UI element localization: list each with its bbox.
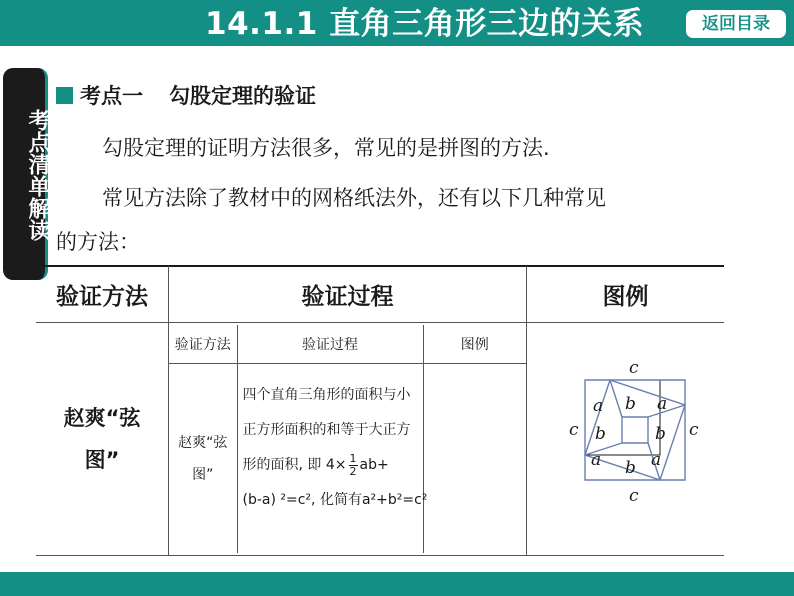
label-c-right: c bbox=[689, 420, 699, 440]
method-line-2: 图” bbox=[84, 448, 120, 472]
label-b-4: b bbox=[625, 458, 636, 478]
footer-bar bbox=[0, 572, 794, 596]
small-square bbox=[622, 417, 648, 443]
side-tab bbox=[3, 68, 48, 280]
paragraph-2-line-1: 常见方法除了教材中的网格纸法外，还有以下几种常见 bbox=[102, 186, 606, 210]
section-heading bbox=[56, 80, 316, 112]
method-line-1: 赵爽“弦 bbox=[63, 406, 141, 430]
proc-line-4: (b-a) ²=c², 化简有a²+b²=c² bbox=[242, 492, 428, 508]
page-title: 14.1.1 直角三角形三边的关系 bbox=[205, 6, 645, 42]
inner-method-line-2: 图” bbox=[192, 466, 214, 483]
inner-method-line-1: 赵爽“弦 bbox=[178, 434, 228, 451]
illustration-cell bbox=[527, 323, 725, 556]
label-b-2: b bbox=[595, 424, 606, 444]
label-c-top: c bbox=[629, 358, 639, 378]
table-row bbox=[36, 323, 724, 556]
proc-line-3-pre: 形的面积, 即 4× bbox=[242, 457, 347, 473]
paragraph-1: 勾股定理的证明方法很多，常见的是拼图的方法. bbox=[102, 136, 550, 160]
method-cell bbox=[36, 323, 169, 556]
label-a-4: a bbox=[651, 450, 662, 470]
label-a-1: a bbox=[593, 396, 604, 416]
label-b-1: b bbox=[625, 394, 636, 414]
inner-header-process: 验证过程 bbox=[237, 325, 423, 364]
header-method: 验证方法 bbox=[36, 266, 169, 323]
label-c-left: c bbox=[569, 420, 579, 440]
leg-1 bbox=[610, 380, 622, 417]
label-a-2: a bbox=[657, 394, 668, 414]
zhao-shuang-chord-diagram bbox=[527, 323, 724, 551]
square-bullet-icon bbox=[56, 87, 73, 104]
verification-table bbox=[36, 266, 724, 556]
label-c-bottom: c bbox=[629, 486, 639, 506]
inner-process-cell bbox=[237, 364, 428, 554]
header-process: 验证过程 bbox=[169, 266, 527, 323]
proc-line-3-post: ab+ bbox=[359, 457, 389, 473]
section-title: 勾股定理的验证 bbox=[169, 84, 316, 108]
process-cell bbox=[169, 323, 527, 556]
fraction bbox=[349, 453, 358, 478]
fraction-denominator: 2 bbox=[349, 464, 357, 478]
proc-line-1: 四个直角三角形的面积与小 bbox=[242, 387, 411, 403]
inner-header-illustration: 图例 bbox=[423, 325, 526, 364]
proc-line-2: 正方形面积的和等于大正方 bbox=[242, 422, 411, 438]
header-illustration: 图例 bbox=[527, 266, 725, 323]
embedded-table bbox=[169, 325, 526, 553]
inner-header-method: 验证方法 bbox=[169, 325, 237, 364]
side-tab-label: 考点清单解读 bbox=[25, 109, 50, 241]
paragraph-2-line-2: 的方法： bbox=[56, 230, 140, 254]
proc-line-3 bbox=[243, 448, 423, 483]
section-prefix: 考点一 bbox=[80, 84, 143, 108]
inner-illustration-cell bbox=[423, 364, 526, 554]
inner-method-cell bbox=[169, 364, 237, 554]
back-to-contents-button[interactable]: 返回目录 bbox=[684, 8, 788, 40]
fraction-numerator: 1 bbox=[349, 451, 357, 465]
label-a-3: a bbox=[591, 450, 602, 470]
label-b-3: b bbox=[655, 424, 666, 444]
